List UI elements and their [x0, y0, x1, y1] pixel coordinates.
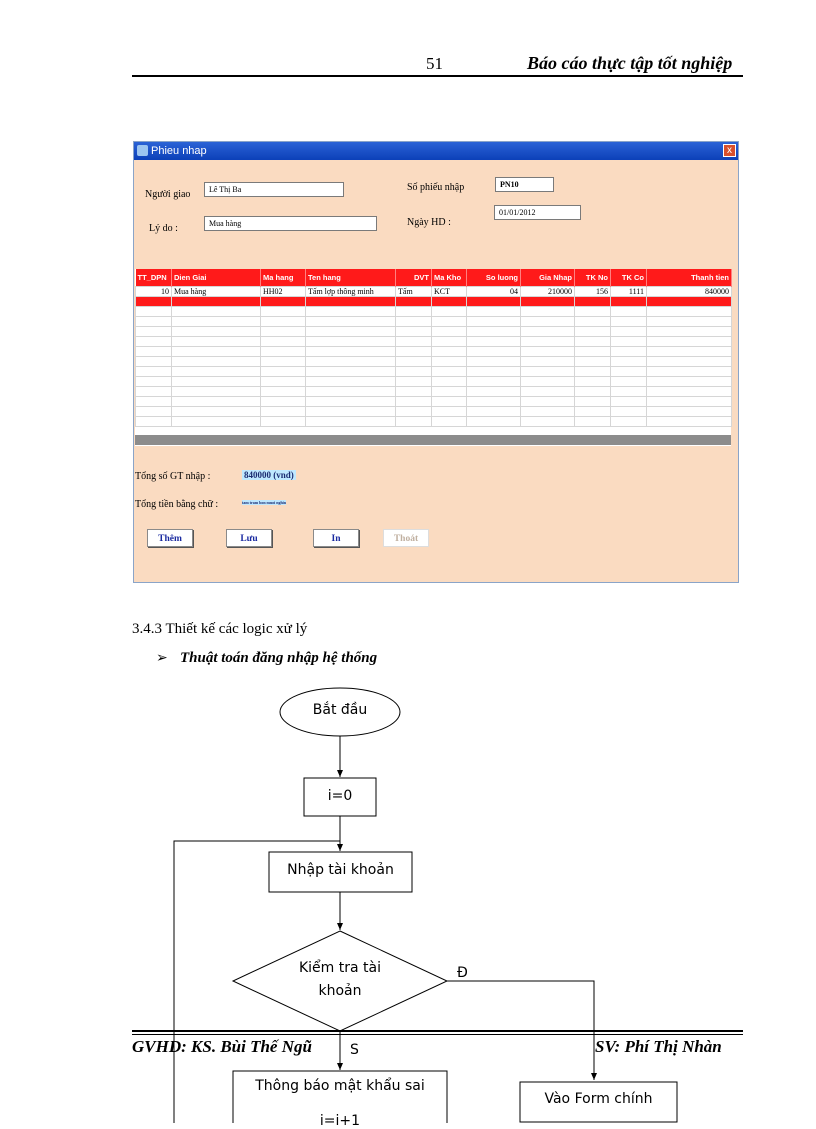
input-label: Nhập tài khoản	[287, 862, 394, 878]
table-cell[interactable]: 210000	[521, 287, 575, 297]
page-number: 51	[426, 54, 443, 73]
table-cell[interactable]: 840000	[647, 287, 732, 297]
table-cell[interactable]: 156	[575, 287, 611, 297]
yes-label: Đ	[457, 965, 468, 981]
col-header[interactable]: TK Co	[611, 269, 647, 287]
col-header[interactable]: Ten hang	[306, 269, 396, 287]
table-cell[interactable]: HH02	[261, 287, 306, 297]
start-label: Bắt đầu	[312, 702, 368, 718]
ngay-hd-label: Ngày HD :	[407, 217, 451, 228]
col-header[interactable]: Dien Giai	[172, 269, 261, 287]
col-header[interactable]: Thanh tien	[647, 269, 732, 287]
col-header[interactable]: Ma Kho	[432, 269, 467, 287]
section-heading: 3.4.3 Thiết kế các logic xử lý	[132, 621, 308, 637]
arrow-bullet-icon: ➢	[156, 651, 168, 666]
so-phieu-input[interactable]: PN10	[495, 177, 554, 192]
thoat-button[interactable]: Thoát	[383, 529, 429, 547]
col-header[interactable]: TK No	[575, 269, 611, 287]
them-button[interactable]: Thêm	[147, 529, 193, 547]
table-cell[interactable]: 04	[467, 287, 521, 297]
luu-button[interactable]: Lưu	[226, 529, 272, 547]
so-phieu-label: Số phiếu nhập	[407, 182, 465, 193]
check-node	[233, 931, 447, 1031]
init-label: i=0	[327, 788, 353, 804]
error-label-2: i=i+1	[319, 1113, 361, 1129]
footer-rule	[132, 1030, 743, 1032]
words-value: tam tram bon muoi nghin	[242, 500, 287, 505]
col-header[interactable]: TT_DPN	[136, 269, 172, 287]
ngay-hd-input[interactable]: 01/01/2012	[494, 205, 581, 220]
error-label-1: Thông báo mật khẩu sai	[255, 1078, 425, 1094]
no-label: S	[350, 1042, 359, 1058]
footer-supervisor: GVHD: KS. Bùi Thế Ngũ	[132, 1037, 312, 1056]
check-label-2: khoản	[318, 983, 362, 999]
ly-do-label: Lý do :	[149, 223, 178, 234]
main-form-label: Vào Form chính	[544, 1091, 653, 1107]
close-button[interactable]: x	[723, 144, 736, 157]
table-cell[interactable]: 10	[136, 287, 172, 297]
table-cell[interactable]: Mua hàng	[172, 287, 261, 297]
in-button[interactable]: In	[313, 529, 359, 547]
words-label: Tổng tiền bằng chữ :	[135, 499, 219, 510]
total-value: 840000 (vnd)	[244, 470, 294, 480]
table-cell[interactable]: KCT	[432, 287, 467, 297]
total-label: Tổng số GT nhập :	[135, 471, 211, 482]
subsection-heading: Thuật toán đăng nhập hệ thống	[180, 650, 378, 666]
footer-rule-thin	[132, 1034, 743, 1035]
col-header[interactable]: Ma hang	[261, 269, 306, 287]
nguoi-giao-label: Người giao	[145, 189, 191, 200]
table-cell[interactable]: 1111	[611, 287, 647, 297]
col-header[interactable]: So luong	[467, 269, 521, 287]
document-title: Báo cáo thực tập tốt nghiệp	[527, 53, 733, 73]
footer-student: SV: Phí Thị Nhàn	[595, 1037, 722, 1056]
table-cell[interactable]: Tấm	[396, 287, 432, 297]
nguoi-giao-input[interactable]: Lê Thị Ba	[204, 182, 344, 197]
check-label-1: Kiểm tra tài	[298, 960, 381, 976]
ly-do-input[interactable]: Mua hàng	[204, 216, 377, 231]
window-title: Phieu nhap	[151, 145, 207, 157]
col-header[interactable]: Gia Nhap	[521, 269, 575, 287]
table-cell[interactable]: Tấm lợp thông minh	[306, 287, 396, 297]
col-header[interactable]: DVT	[396, 269, 432, 287]
